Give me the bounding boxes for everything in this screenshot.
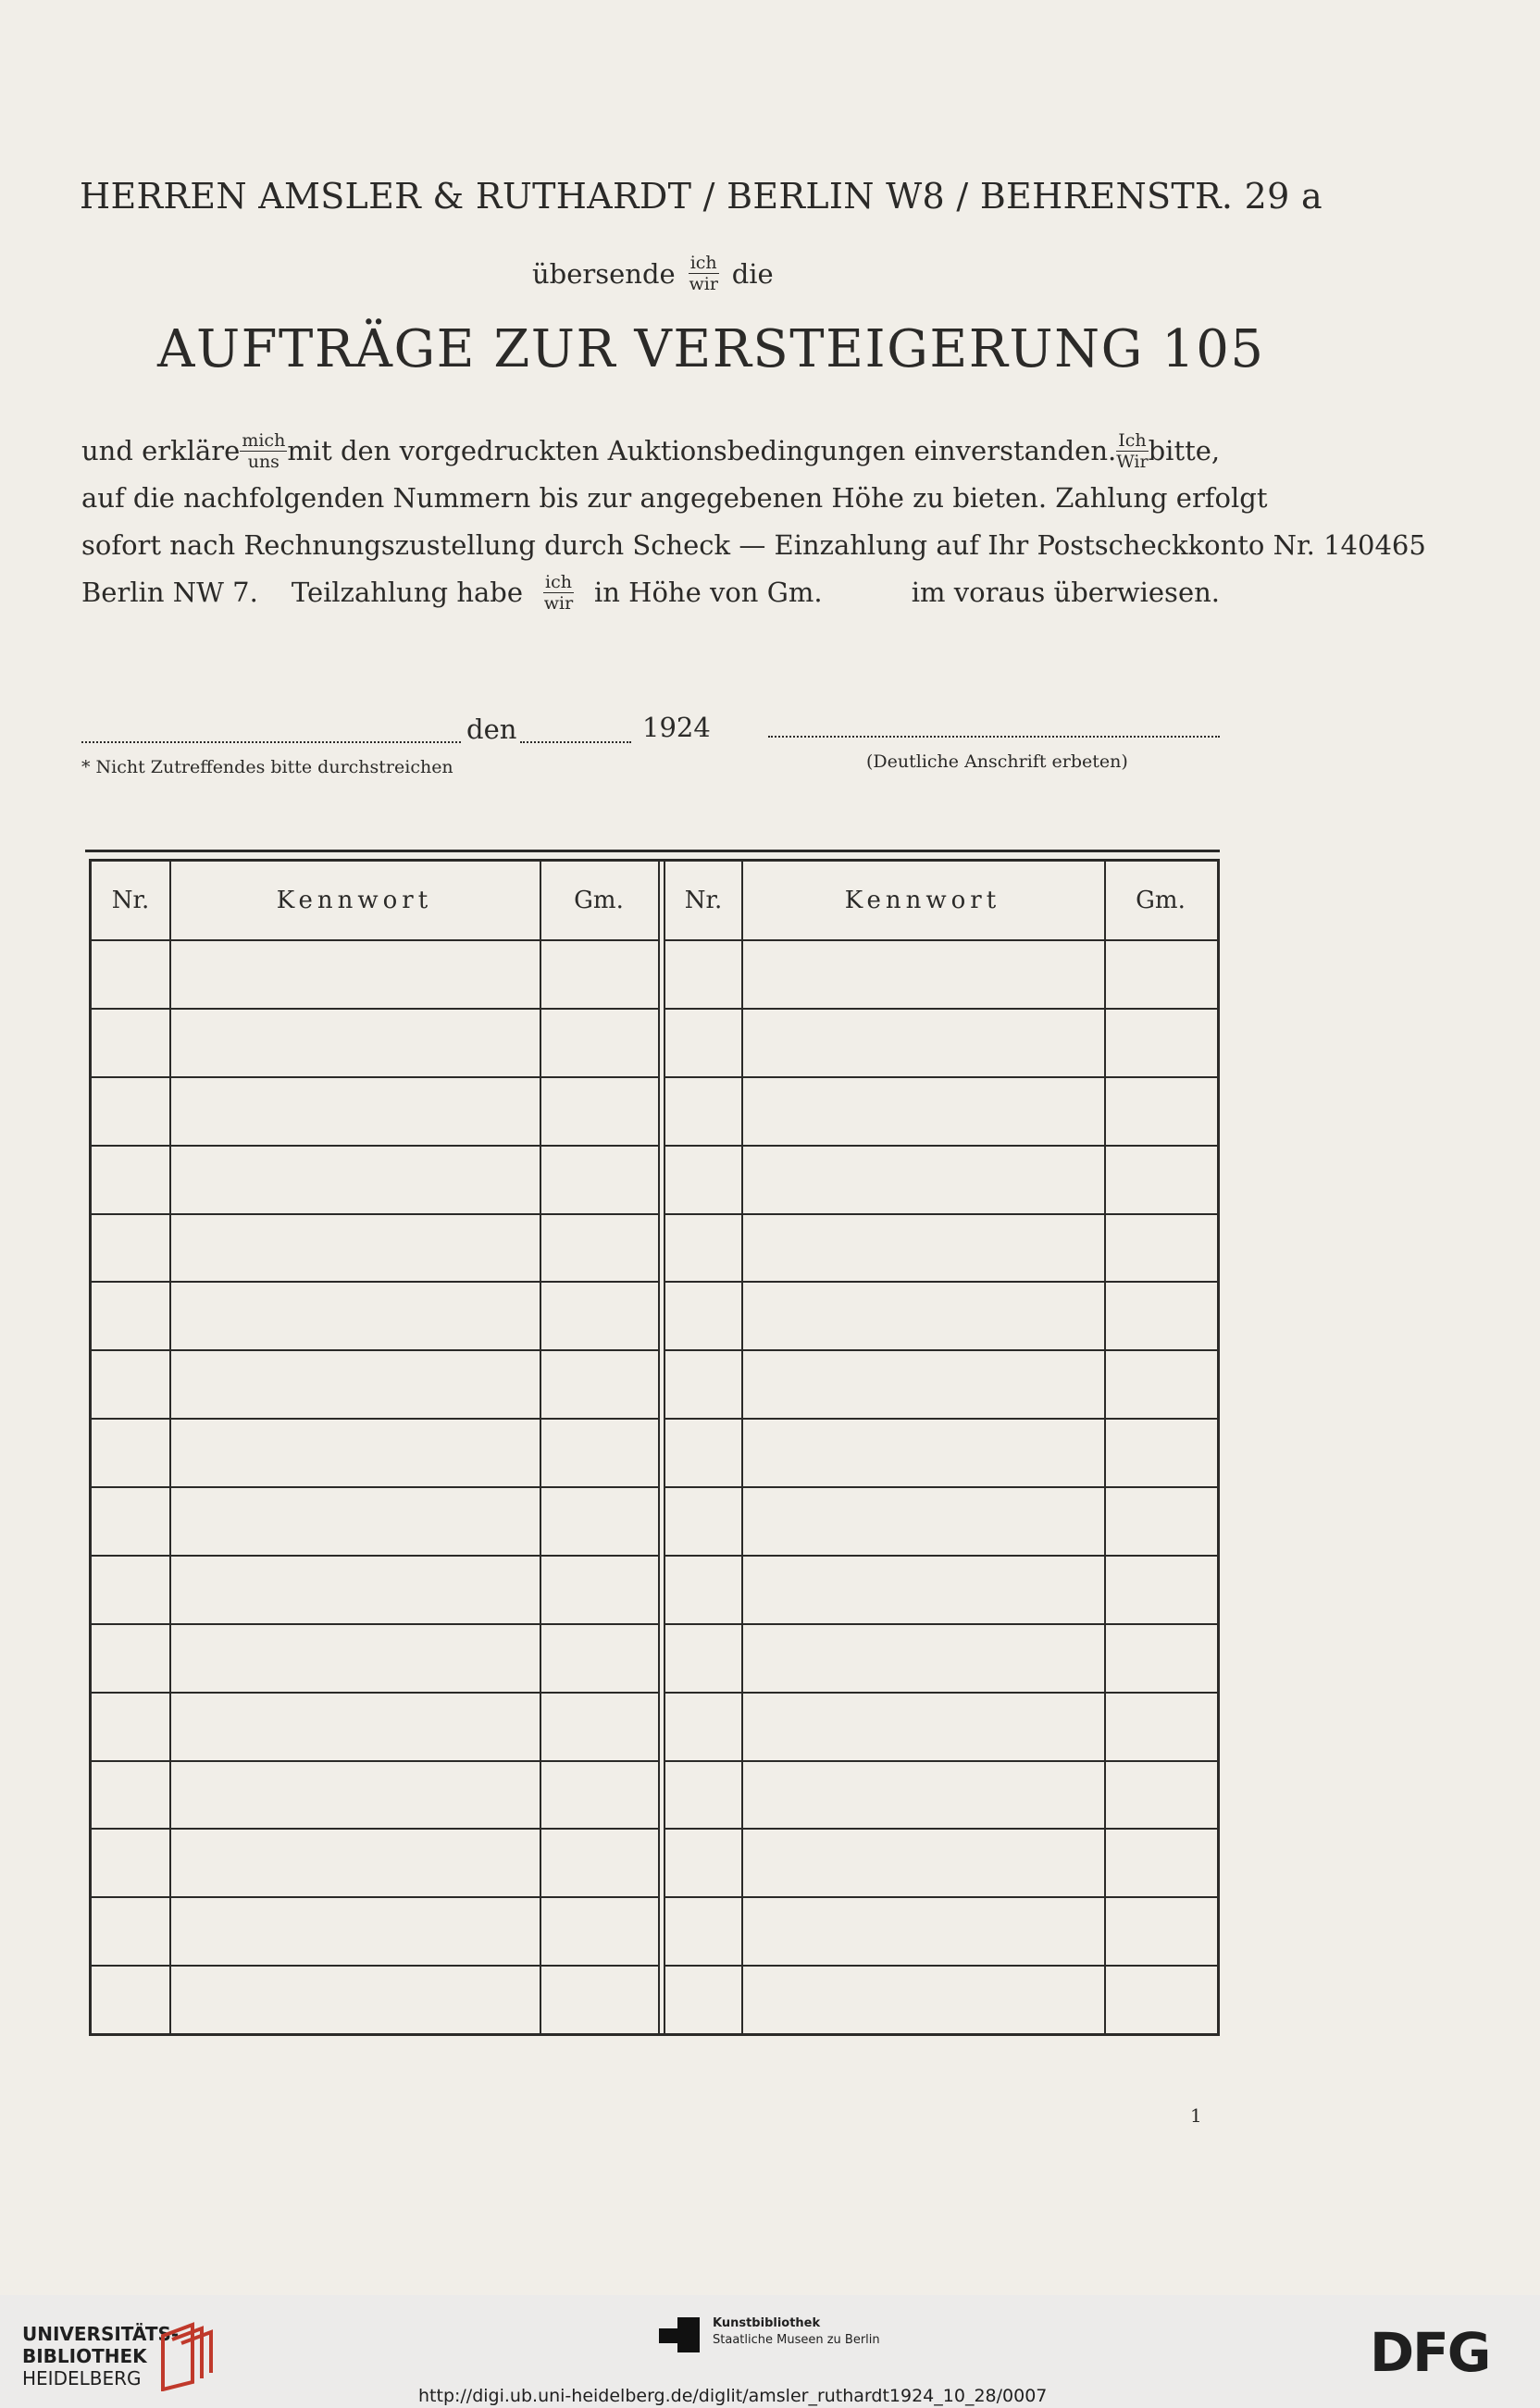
column-divider bbox=[540, 862, 541, 2033]
fraction-top: ich bbox=[545, 571, 572, 592]
table-row-line bbox=[665, 1965, 1217, 1967]
page-number: 1 bbox=[1190, 2104, 1202, 2127]
paragraph-line-3 bbox=[81, 522, 1426, 569]
line3-text: sofort nach Rechnungszustellung durch Scheck — Einzahlung auf Ihr Postscheckkonto Nr. 140465 bbox=[81, 529, 1426, 561]
table-row-line bbox=[665, 1008, 1217, 1010]
table-row-line bbox=[92, 1965, 658, 1967]
column-divider bbox=[169, 862, 171, 2033]
paragraph-line-1 bbox=[81, 428, 1220, 475]
order-table-right bbox=[665, 862, 1217, 2033]
table-row-line bbox=[665, 1623, 1217, 1625]
header-kennwort: Kennwort bbox=[844, 887, 1001, 914]
terms-paragraph bbox=[81, 428, 1426, 616]
table-row-line bbox=[665, 1896, 1217, 1898]
order-table bbox=[89, 859, 1220, 2036]
order-table-left bbox=[92, 862, 658, 2033]
table-row-line bbox=[92, 1760, 658, 1762]
line1-middle: mit den vorgedruckten Auktionsbedingungen einverstanden. bbox=[287, 435, 1117, 466]
fraction-bottom: wir bbox=[543, 592, 574, 614]
library-line-3: HEIDELBERG bbox=[22, 2367, 142, 2389]
table-row-line bbox=[92, 1486, 658, 1488]
kb-subtitle: Staatliche Museen zu Berlin bbox=[713, 2333, 880, 2347]
header-nr: Nr. bbox=[111, 887, 150, 914]
digitization-footer bbox=[0, 2295, 1540, 2408]
table-row-line bbox=[665, 1760, 1217, 1762]
date-blank[interactable] bbox=[520, 741, 631, 743]
kb-title: Kunstbibliothek bbox=[713, 2316, 821, 2330]
line4-start: Berlin NW 7. bbox=[81, 577, 258, 608]
line4-partial: Teilzahlung habe bbox=[291, 577, 524, 608]
table-row-line bbox=[665, 1145, 1217, 1147]
fraction-bottom: uns bbox=[247, 451, 279, 472]
column-divider bbox=[1104, 862, 1106, 2033]
fraction-bottom: Wir bbox=[1116, 451, 1149, 472]
line4-end: im voraus überwiesen. bbox=[911, 577, 1220, 608]
intro-suffix: die bbox=[731, 258, 774, 290]
table-row-line bbox=[92, 1008, 658, 1010]
fraction-top: mich bbox=[242, 429, 286, 451]
table-row-line bbox=[665, 1828, 1217, 1830]
table-row-line bbox=[92, 1692, 658, 1694]
fraction-top: Ich bbox=[1118, 429, 1147, 451]
table-row-line bbox=[665, 1555, 1217, 1557]
place-blank[interactable] bbox=[81, 741, 461, 743]
source-url[interactable]: http://digi.ub.uni-heidelberg.de/diglit/amsler_ruthardt1924_10_28/0007 bbox=[418, 2386, 1048, 2406]
place-date-line bbox=[81, 708, 1220, 754]
document-title: AUFTRÄGE ZUR VERSTEIGERUNG 105 bbox=[157, 319, 1265, 379]
table-row-line bbox=[92, 1076, 658, 1078]
line1-fraction-2 bbox=[1116, 429, 1149, 472]
table-row-line bbox=[92, 1281, 658, 1283]
header-nr: Nr. bbox=[684, 887, 723, 914]
table-row-line bbox=[92, 939, 658, 941]
kunstbibliothek-logo[interactable] bbox=[657, 2315, 880, 2360]
table-row-line bbox=[665, 1213, 1217, 1215]
header-gm: Gm. bbox=[1136, 887, 1186, 914]
fraction-top: ich bbox=[689, 253, 717, 273]
year-label: 1924 bbox=[642, 712, 711, 743]
line1-end: bitte bbox=[1148, 435, 1211, 466]
paragraph-line-4 bbox=[81, 569, 1220, 616]
table-row-line bbox=[92, 1828, 658, 1830]
fraction-bottom: wir bbox=[689, 274, 718, 294]
table-row-line bbox=[665, 1418, 1217, 1420]
table-center-divider bbox=[658, 862, 665, 2033]
table-row-line bbox=[665, 1486, 1217, 1488]
address-note: (Deutliche Anschrift erbeten) bbox=[866, 751, 1128, 772]
intro-prefix: übersende bbox=[532, 258, 676, 290]
dfg-logo[interactable]: DFG bbox=[1370, 2321, 1490, 2384]
company-address-header: HERREN AMSLER & RUTHARDT / BERLIN W8 / BEHRENSTR. 29 a bbox=[80, 176, 1323, 217]
line4-amount-label: in Höhe von Gm. bbox=[593, 577, 823, 608]
table-row-line bbox=[665, 1692, 1217, 1694]
kunstbibliothek-text bbox=[713, 2315, 880, 2349]
table-row-line bbox=[92, 1213, 658, 1215]
den-label: den bbox=[466, 714, 517, 745]
header-kennwort: Kennwort bbox=[276, 887, 433, 914]
line1-comma: , bbox=[1211, 435, 1221, 466]
table-row-line bbox=[92, 1896, 658, 1898]
strike-through-note: * Nicht Zutreffendes bitte durchstreichen bbox=[81, 757, 453, 777]
table-row-line bbox=[665, 1349, 1217, 1351]
line4-fraction bbox=[543, 571, 574, 614]
line1-start: und erkläre bbox=[81, 435, 241, 466]
table-row-line bbox=[665, 1076, 1217, 1078]
address-blank[interactable] bbox=[768, 736, 1220, 738]
header-gm: Gm. bbox=[574, 887, 624, 914]
intro-fraction bbox=[689, 254, 719, 293]
table-top-rule bbox=[85, 850, 1220, 852]
line1-fraction bbox=[240, 429, 287, 472]
intro-line bbox=[532, 254, 774, 293]
table-row-line bbox=[92, 1623, 658, 1625]
table-row-line bbox=[92, 1145, 658, 1147]
table-row-line bbox=[665, 939, 1217, 941]
kunstbibliothek-icon bbox=[657, 2315, 702, 2360]
table-row-line bbox=[92, 1418, 658, 1420]
table-row-line bbox=[92, 1555, 658, 1557]
table-row-line bbox=[665, 1281, 1217, 1283]
column-divider bbox=[741, 862, 743, 2033]
table-row-line bbox=[92, 1349, 658, 1351]
library-line-2: BIBLIOTHEK bbox=[22, 2345, 147, 2367]
library-line-1: UNIVERSITÄTS- bbox=[22, 2323, 180, 2345]
line2-text: auf die nachfolgenden Nummern bis zur angegebenen Höhe zu bieten. Zahlung erfolgt bbox=[81, 482, 1268, 514]
ub-library-icon bbox=[155, 2317, 215, 2391]
paragraph-line-2 bbox=[81, 475, 1268, 522]
